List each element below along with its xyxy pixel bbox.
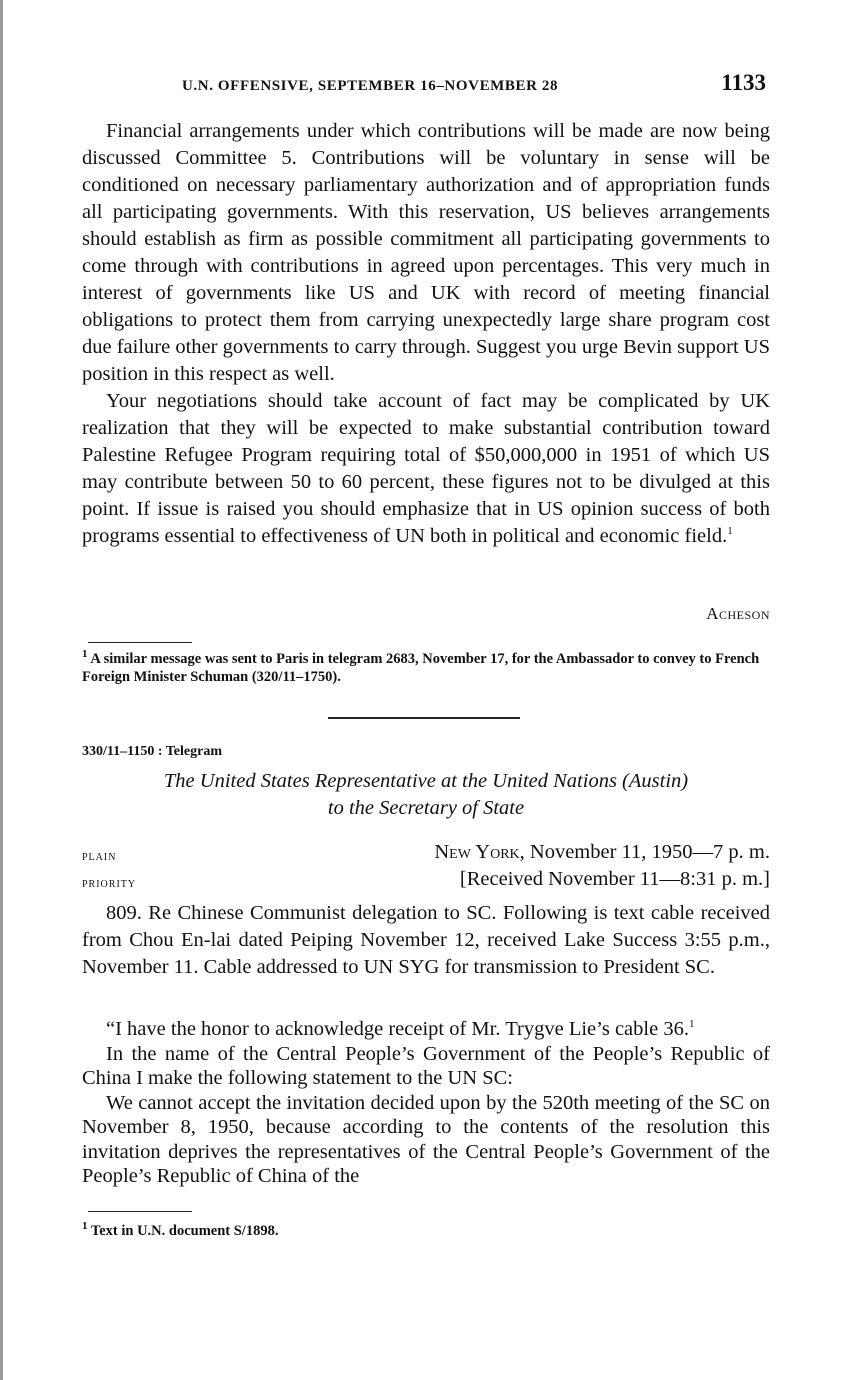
telegram1-body: [82, 118, 770, 550]
paragraph: Financial arrangements under which contributions will be made are now being discussed Committee 5. Contributions will be voluntary in sense will be conditioned on necessary parliamentary authorization and of appropriation funds all participating governments. With this reservation, US believes arrangements should establish as firm as possible commitment all participating governments to come through with contributions in agreed upon percentages. This very much in interest of governments like US and UK with record of meeting financial obligations to protect them from carrying unexpectedly large share program cost due failure other governments to carry through. Suggest you urge Bevin support US position in this respect as well.: [82, 120, 770, 385]
date-sent: , November 11, 1950—7 p. m.: [519, 841, 770, 863]
quote-text: “I have the honor to acknowledge receipt of Mr. Trygve Lie’s cable 36.: [106, 1018, 689, 1040]
quote-paragraph: We cannot accept the invitation decided upon by the 520th meeting of the SC on November 8, 1950, because according to the contents of the resolution this invitation deprives the representatives of the Central People’s Government of the People’s Republic of China of the: [82, 1091, 770, 1187]
place: New York: [434, 841, 520, 863]
paragraph: Your negotiations should take account of fact may be complicated by UK realization that they will be expected to make substantial contribution toward Palestine Refugee Program requiring total of $50,000,000 in 1951 of which US may contribute between 50 to 60 percent, these figures not to be divulged at this point. If issue is raised you should emphasize that in US opinion success of both programs essential to effectiveness of UN both in political and economic field.: [82, 390, 770, 547]
classification: plain: [82, 849, 117, 864]
footnote-rule: [88, 1211, 192, 1212]
priority: priority: [82, 876, 137, 891]
received-line: [Received November 11—8:31 p. m.]: [459, 868, 770, 890]
document-title: [82, 768, 770, 822]
footnote-text: A similar message was sent to Paris in telegram 2683, November 17, for the Ambassador to convey to French Foreign Minister Schuman (320/11–1750).: [82, 651, 760, 685]
title-line: to the Secretary of State: [327, 797, 525, 819]
page-edge: [0, 0, 3, 1380]
footnote: [82, 1222, 770, 1240]
footnote-text: Text in U.N. document S/1898.: [90, 1223, 279, 1239]
footnote-marker: 1: [727, 525, 733, 538]
section-divider: [328, 717, 520, 719]
running-head: U.N. OFFENSIVE, SEPTEMBER 16–NOVEMBER 28: [182, 78, 559, 94]
sent-line: [434, 841, 770, 864]
title-line: The United States Representative at the United Nations (Austin): [163, 770, 689, 792]
paragraph: 809. Re Chinese Communist delegation to SC. Following is text cable received from Chou En-lai dated Peiping November 12, received Lake Success 3:55 p.m., November 11. Cable addressed to UN SYG for transmission to President SC.: [82, 902, 770, 978]
quoted-cable: [82, 1017, 770, 1189]
telegram2-body: [82, 900, 770, 981]
footnote-marker: 1: [82, 1220, 88, 1233]
document-id: 330/11–1150 : Telegram: [82, 744, 222, 759]
paragraph-with-footnote: [82, 388, 770, 550]
page-number: 1133: [721, 70, 766, 95]
quote-paragraph: [82, 1017, 770, 1042]
footnote-rule: [88, 642, 192, 643]
signature: Acheson: [706, 604, 770, 623]
footnote-marker: 1: [82, 648, 88, 661]
quote-paragraph: In the name of the Central People’s Government of the People’s Republic of China I make the following statement to the UN SC:: [82, 1042, 770, 1089]
footnote-marker: 1: [688, 1018, 695, 1031]
footnote: [82, 650, 770, 686]
page-header: [82, 68, 770, 102]
